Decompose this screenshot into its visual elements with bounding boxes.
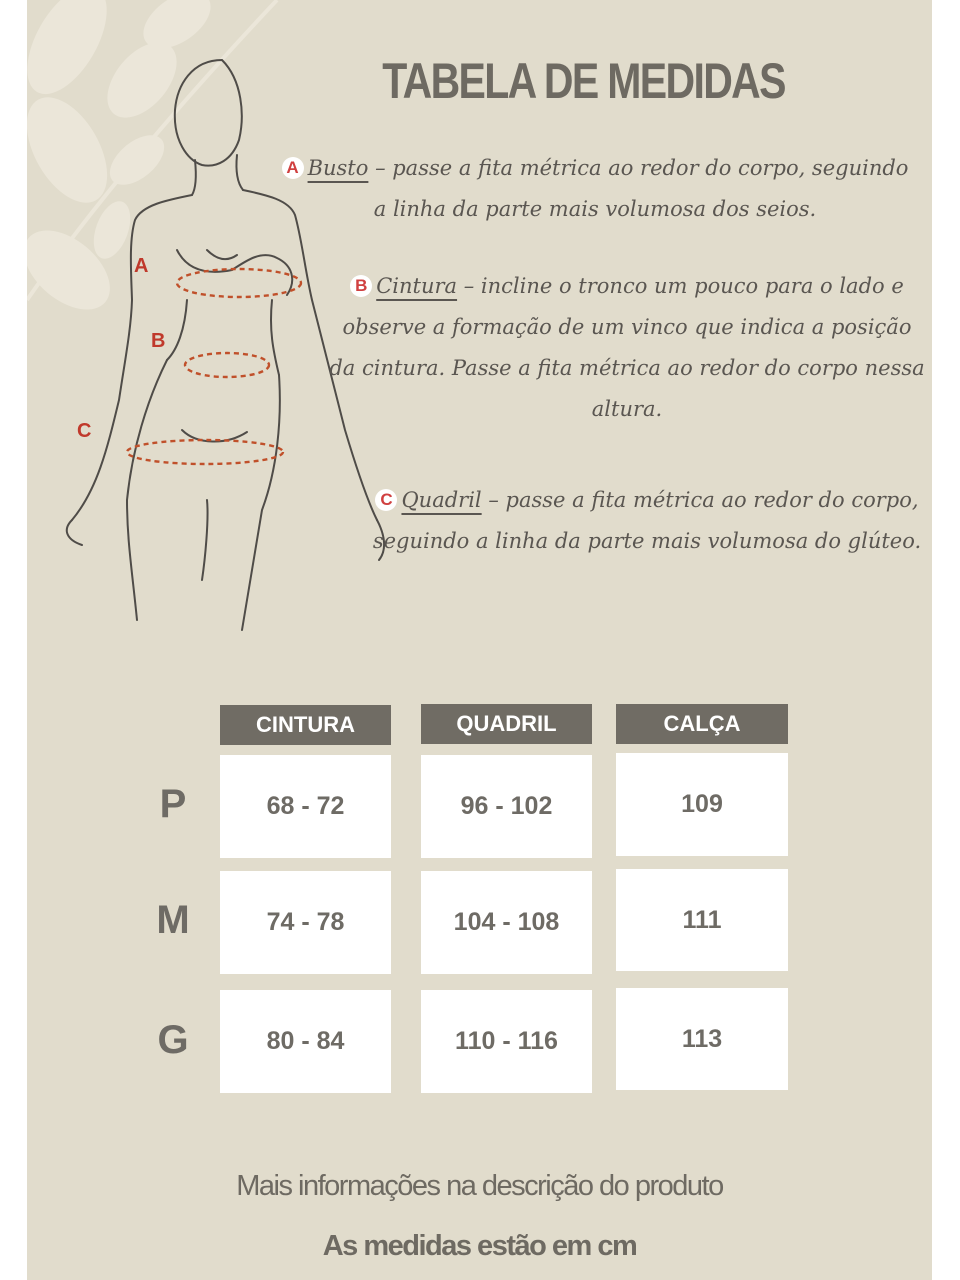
cell-m-calca: 111 <box>616 869 788 971</box>
term-quadril: Quadril <box>401 488 482 512</box>
term-busto: Busto <box>307 156 369 180</box>
cell-g-calca: 113 <box>616 988 788 1090</box>
figure-label-c: C <box>77 420 92 442</box>
figure-label-a: A <box>134 255 149 277</box>
figure-label-b: B <box>151 330 166 352</box>
cell-g-quadril: 110 - 116 <box>421 990 592 1093</box>
size-chart-page <box>27 0 932 1280</box>
busto-text: – passe a fita métrica ao redor do corpo, seguindo a linha da parte mais volumosa dos seios. <box>368 156 909 221</box>
footer-units: As medidas estão em cm <box>322 1230 637 1262</box>
badge-b: B <box>350 275 372 297</box>
badge-c: C <box>375 489 397 511</box>
term-cintura: Cintura <box>376 274 458 298</box>
measure-busto <box>275 148 915 230</box>
footer-info: Mais informações na descrição do produto <box>236 1170 723 1202</box>
measure-cintura <box>327 266 927 430</box>
quadril-text: – passe a fita métrica ao redor do corpo, seguindo a linha da parte mais volumosa do glúteo. <box>372 488 922 553</box>
cell-m-quadril: 104 - 108 <box>421 871 592 974</box>
cell-p-cintura: 68 - 72 <box>220 755 391 858</box>
header-cintura: CINTURA <box>220 705 391 745</box>
page-title: TABELA DE MEDIDAS <box>382 53 785 109</box>
cell-m-cintura: 74 - 78 <box>220 871 391 974</box>
cintura-text: – incline o tronco um pouco para o lado e observe a formação de um vinco que indica a posição da cintura. Passe a fita métrica ao redor do corpo nessa altura. <box>329 274 925 421</box>
size-label-p: P <box>159 782 187 826</box>
header-quadril: QUADRIL <box>421 704 592 744</box>
cell-p-calca: 109 <box>616 753 788 856</box>
badge-a: A <box>282 157 304 179</box>
measure-quadril <box>367 480 927 562</box>
cell-g-cintura: 80 - 84 <box>220 990 391 1093</box>
size-label-m: M <box>156 898 190 942</box>
header-calca: CALÇA <box>616 704 788 744</box>
cell-p-quadril: 96 - 102 <box>421 755 592 858</box>
size-label-g: G <box>157 1018 189 1062</box>
